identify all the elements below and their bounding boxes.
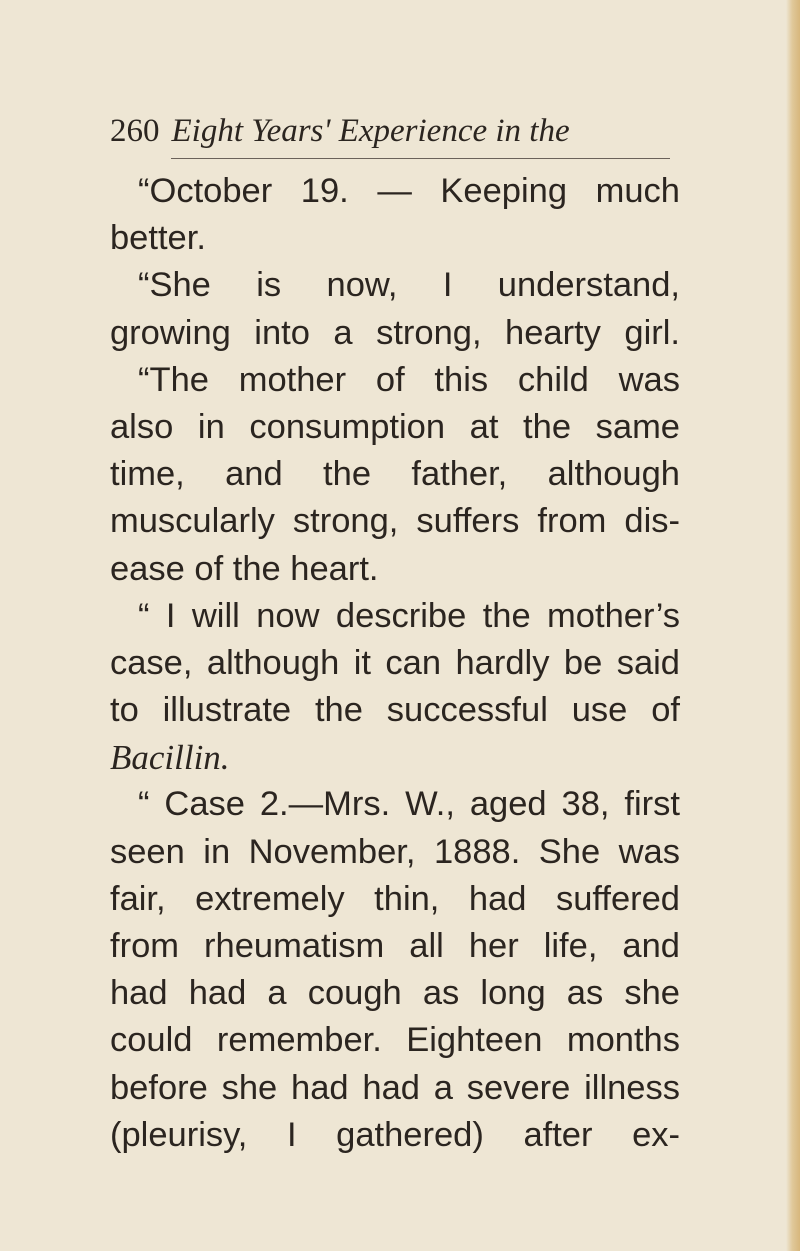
text-line: fair, extremely thin, had suffered xyxy=(110,879,680,918)
header-rule xyxy=(171,158,670,159)
text-line: “ I will now describe the mother’s xyxy=(138,596,680,635)
text-line: before she had had a severe illness xyxy=(110,1068,680,1107)
page-edge xyxy=(786,0,800,1251)
page-number: 260 xyxy=(110,113,160,149)
text-line: “She is now, I understand, xyxy=(138,266,680,305)
text-line: had had a cough as long as she xyxy=(110,974,680,1013)
text-line: growing into a strong, hearty girl. xyxy=(110,313,680,352)
text-line: “October 19. — Keeping much xyxy=(138,172,680,210)
text-line: muscularly strong, suffers from dis- xyxy=(110,502,680,541)
text-line: could remember. Eighteen months xyxy=(110,1021,680,1060)
text-line: to illustrate the successful use of xyxy=(110,691,680,730)
text-line: ease of the heart. xyxy=(110,549,379,588)
text-line: also in consumption at the same xyxy=(110,407,680,446)
text-line: “The mother of this child was xyxy=(138,360,680,399)
text-line: seen in November, 1888. She was xyxy=(110,832,680,871)
text-line: better. xyxy=(110,219,206,258)
running-title: Eight Years' Experience in the xyxy=(171,113,570,149)
text-line: “ Case 2.—Mrs. W., aged 38, first xyxy=(138,785,680,824)
text-line: from rheumatism all her life, and xyxy=(110,927,680,965)
page-header xyxy=(110,108,670,154)
text-line: case, although it can hardly be said xyxy=(110,643,680,682)
text-line: Bacillin. xyxy=(110,738,230,778)
text-line: (pleurisy, I gathered) after ex- xyxy=(110,1115,680,1154)
text-line: time, and the father, although xyxy=(110,455,680,494)
body-text xyxy=(110,168,680,1159)
